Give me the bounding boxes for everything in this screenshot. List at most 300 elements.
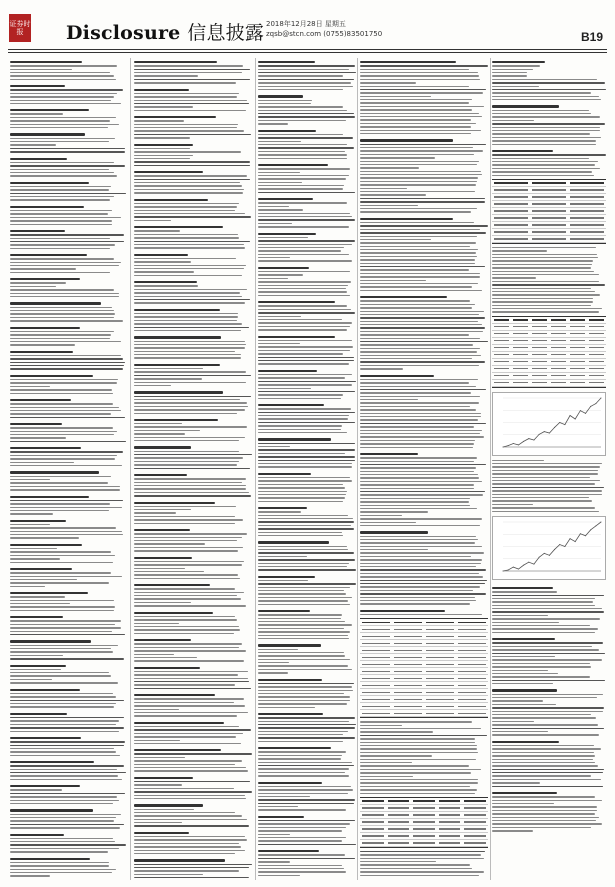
text-line [258,278,288,279]
text-line [360,525,480,526]
text-line [360,484,474,485]
text-line [492,775,591,776]
text-line [10,193,126,194]
section-heading-line [258,370,317,372]
text-line [492,683,553,684]
text-line [134,413,237,414]
text-line [258,260,352,261]
section-heading-line [258,610,310,612]
section-heading-line [134,612,213,614]
section-heading-line [134,309,220,311]
text-line [10,862,109,863]
text-line [134,385,171,386]
text-line [360,443,474,444]
text-line [258,569,356,570]
section-heading-line [258,644,321,646]
section-heading-line [10,423,62,425]
text-line [492,274,599,275]
title-en: Disclosure [66,22,181,44]
text-line [360,759,476,760]
table-cell [532,361,547,362]
section-heading-line [360,61,456,63]
text-line [360,344,473,345]
table-header-row [360,798,488,805]
text-line [360,109,472,110]
data-point [601,521,602,522]
text-line [360,573,479,574]
text-line [258,834,290,835]
table-cell [494,238,528,239]
text-line [10,403,113,404]
text-line [258,72,356,73]
text-line [258,840,342,841]
table-cell [589,375,604,376]
table-cell [394,657,422,658]
text-line [134,688,251,689]
section-heading-line [10,278,80,280]
text-line [10,427,113,428]
text-line [134,323,242,324]
text-line [10,551,111,552]
text-line [258,271,350,272]
text-line [360,311,484,312]
text-line [10,693,113,694]
text-line [10,648,111,649]
table-cell [413,842,435,843]
table-cell [439,842,461,843]
text-line [10,258,114,259]
text-line [360,854,481,855]
text-line [258,322,352,323]
table-row [360,689,488,696]
table-cell [362,821,384,822]
text-line [10,579,77,580]
data-point [595,403,596,404]
text-line [134,368,203,369]
text-line [360,355,481,356]
text-line [10,465,122,466]
text-line [258,175,349,176]
table-cell [362,636,390,637]
table-cell [426,622,454,624]
section-heading-line [134,446,191,448]
section-heading-line [258,507,307,509]
text-line [360,738,475,739]
text-line [134,760,242,761]
text-line [10,313,115,314]
section-heading-line [134,722,224,724]
table-cell [394,622,422,624]
text-line [258,501,343,502]
text-line [10,117,116,118]
text-line [258,559,355,560]
table-cell [426,643,454,644]
newspaper-logo [9,14,31,42]
text-line [492,748,601,749]
text-line [360,406,470,407]
text-line [10,841,115,842]
text-line [10,476,111,477]
section-heading-line [134,832,189,834]
text-line [360,119,471,120]
data-point [564,424,565,425]
text-line [258,116,355,117]
section-heading-line [10,616,63,618]
text-line [134,578,240,579]
text-line [10,441,126,442]
text-line [10,572,111,573]
text-line [134,619,237,620]
text-line [258,583,356,584]
text-line [360,252,476,253]
text-line [134,185,242,186]
text-line [258,858,355,859]
table-row [492,236,606,243]
table-row [492,331,606,338]
data-point [549,555,550,556]
text-line [10,338,110,339]
text-line [258,113,354,114]
section-heading-line [134,777,193,779]
table-row [360,647,488,654]
text-line [360,586,480,587]
section-heading-line [258,816,304,818]
text-line [360,157,435,158]
text-line [10,69,72,70]
text-line [258,762,352,763]
text-line [10,79,116,80]
table-cell [494,326,509,327]
section-heading-line [258,198,313,200]
text-line [10,600,114,601]
text-line [258,326,350,327]
text-line [492,477,590,478]
text-line [360,474,478,475]
text-line [360,731,433,732]
text-line [134,440,239,441]
text-line [10,451,123,452]
table-cell [494,319,509,321]
text-line [258,731,348,732]
section-heading-line [258,473,311,475]
text-line [258,363,349,364]
text-line [258,741,343,742]
data-point [559,422,560,423]
text-line [258,281,351,282]
text-line [258,226,349,227]
line-chart-svg [493,517,605,579]
text-line [258,466,352,467]
text-line [10,745,124,746]
text-line [10,479,50,480]
text-line [258,638,349,639]
data-point [585,535,586,536]
text-line [492,154,606,155]
text-line [492,65,540,66]
text-line [492,123,605,124]
text-line [492,704,556,705]
text-line [492,171,592,172]
text-line [492,605,595,606]
text-line [360,86,469,87]
text-line [134,568,185,569]
text-line [258,69,349,70]
text-line [258,209,303,210]
text-line [10,89,123,90]
table-cell [589,347,604,348]
text-line [258,86,353,87]
text-line [10,675,111,676]
text-line [10,72,110,73]
data-point [518,444,519,445]
text-line [492,72,527,73]
text-line [10,658,124,659]
text-line [258,316,301,317]
table-cell [362,835,384,836]
text-line [134,564,242,565]
text-line [492,769,604,770]
text-line [134,134,251,135]
text-line [134,488,246,489]
text-line [10,162,114,163]
text-line [134,137,190,138]
table-cell [494,182,528,184]
text-line [360,488,474,489]
text-line [10,775,118,776]
table-cell [426,636,454,637]
text-line [258,868,344,869]
text-line [134,592,244,593]
text-line [492,598,595,599]
data-point [590,529,591,530]
text-line [258,480,352,481]
table-row [360,633,488,640]
text-line [360,263,475,264]
table-cell [426,671,454,672]
section-heading-line [258,438,331,440]
text-line [258,172,300,173]
text-line [360,144,486,145]
text-line [360,440,475,441]
table-cell [394,664,422,665]
text-line [492,649,599,650]
table-row [492,229,606,236]
data-point [570,415,571,416]
text-line [134,825,249,826]
table-cell [362,706,390,707]
text-line [10,727,124,728]
text-line [134,341,245,342]
text-line [492,724,598,725]
text-line [10,224,112,225]
text-line [134,674,238,675]
text-line [492,284,605,285]
table-cell [494,375,509,376]
text-line [10,341,121,342]
section-heading-line [134,667,200,669]
text-line [258,137,353,138]
text-line [258,789,353,790]
text-line [492,803,554,804]
text-line [10,241,124,242]
text-line [360,208,477,209]
title-cn: 信息披露 [187,22,265,44]
section-heading-line [134,144,193,146]
text-line [10,548,57,549]
text-line [492,294,600,295]
text-line [10,562,113,563]
text-line [10,631,112,632]
text-line [10,624,115,625]
text-line [258,305,347,306]
text-line [134,550,238,551]
table-cell [589,319,604,321]
text-line [360,242,476,243]
text-line [134,351,235,352]
text-line [360,725,402,726]
text-line [258,357,354,358]
section-heading-line [10,447,81,449]
text-line [492,728,604,729]
text-line [10,199,110,200]
text-line [360,154,474,155]
text-line [134,275,242,276]
text-line [258,274,303,275]
text-line [10,706,114,707]
text-line [492,257,598,258]
text-line [360,382,469,383]
text-line [10,127,108,128]
text-line [10,455,117,456]
text-line [10,138,115,139]
text-line [10,482,108,483]
page-number: B19 [580,30,603,44]
text-line [134,406,248,407]
text-line [134,812,235,813]
text-line [492,116,600,117]
section-heading-line [360,139,453,141]
text-line [360,130,481,131]
text-line [360,600,476,601]
text-line [492,470,598,471]
text-line [134,268,244,269]
section-heading-line [10,496,89,498]
text-line [492,298,593,299]
text-line [492,140,596,141]
text-line [258,346,353,347]
section-heading-line [134,529,190,531]
text-line [258,288,346,289]
text-line [10,872,112,873]
text-line [258,515,348,516]
text-line [360,361,485,362]
text-line [10,717,124,718]
text-line [134,647,239,648]
table-cell [362,650,390,651]
text-line [492,483,595,484]
section-heading-line [134,474,187,476]
text-line [258,463,352,464]
text-line [10,431,117,432]
table-cell [464,800,486,802]
text-line [258,672,288,673]
text-line [134,110,246,111]
table-cell [426,664,454,665]
table-cell [589,326,604,327]
text-line [258,703,347,704]
table-cell [570,217,604,218]
text-line [134,492,249,493]
table-cell [570,210,604,211]
text-line [360,324,482,325]
text-line [492,137,601,138]
text-line [360,246,470,247]
text-line [492,697,597,698]
table-cell [570,189,604,190]
text-line [10,838,113,839]
text-line [258,563,349,564]
table-cell [458,685,486,686]
text-line [258,353,343,354]
text-line [492,175,594,176]
table-cell [426,657,454,658]
text-line [134,795,245,796]
text-line [134,203,239,204]
table-cell [532,210,566,211]
text-line [360,239,431,240]
text-line [258,820,355,821]
text-line [492,786,603,787]
table-cell [570,196,604,197]
header-rule-thin [8,52,607,53]
text-line [360,603,470,604]
text-line [10,724,116,725]
table-cell [458,636,486,637]
table-cell [532,196,566,197]
text-line [492,615,548,616]
text-line [360,875,479,876]
table-cell [494,347,509,348]
text-line [258,202,347,203]
table-row [492,359,606,366]
text-line [10,175,117,176]
text-line [492,656,555,657]
text-line [360,566,476,567]
table-cell [426,685,454,686]
table-row [492,215,606,222]
table-row [360,805,488,812]
text-line [492,734,599,735]
section-heading-line [258,747,331,749]
text-line [258,827,346,828]
text-line [360,593,486,594]
text-line [10,869,116,870]
text-line [10,331,114,332]
text-line [492,264,592,265]
text-line [360,317,485,318]
text-line [492,810,597,811]
text-line [492,473,598,474]
text-line [258,374,352,375]
table-cell [458,650,486,651]
table-cell [494,224,528,225]
text-line [360,351,477,352]
text-line [258,518,353,519]
table-cell [532,340,547,341]
text-line [134,561,244,562]
text-line [258,182,302,183]
text-line [258,381,356,382]
